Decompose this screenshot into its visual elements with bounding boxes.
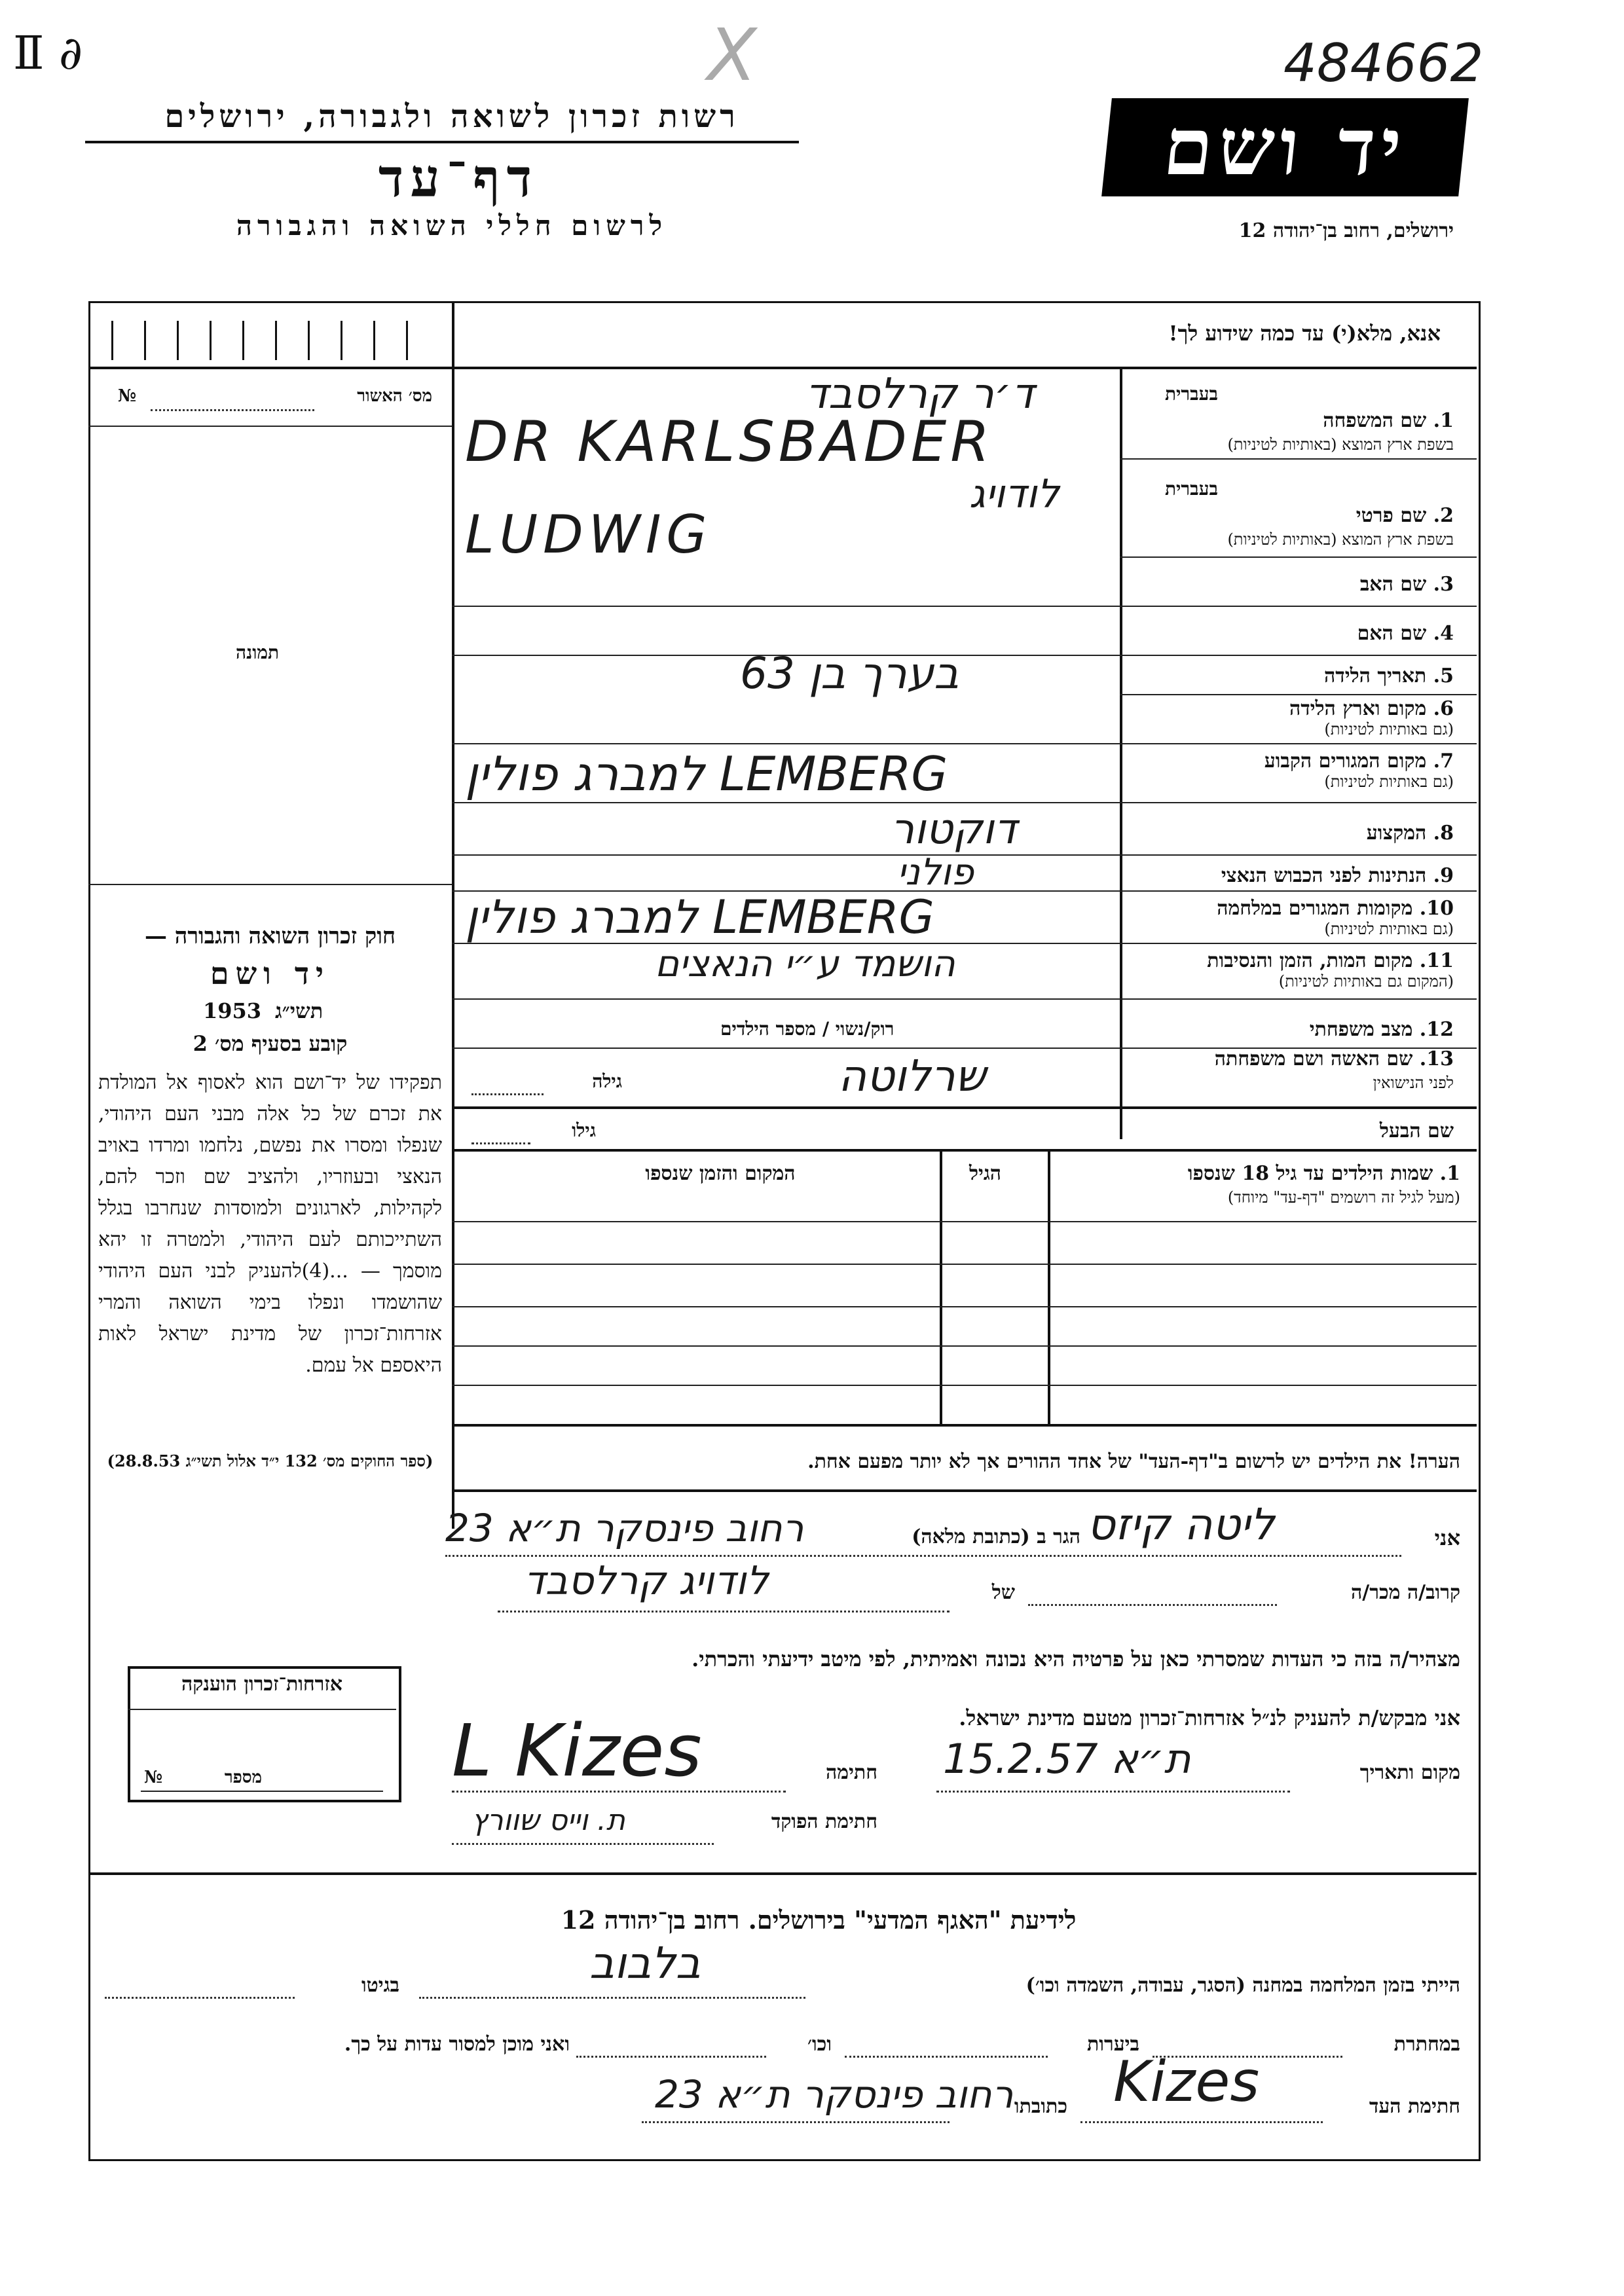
children-header: 1. שמות הילדים עד גיל 18 שנספו bbox=[1187, 1162, 1460, 1185]
row-3 bbox=[452, 606, 1477, 607]
place-date-line[interactable] bbox=[936, 1784, 1290, 1793]
address: ירושלים, רחוב בן־יהודה 12 bbox=[1238, 219, 1454, 242]
forests-field[interactable] bbox=[845, 2049, 1048, 2058]
field-11-sub: (המקום גם באותיות לטיניות) bbox=[1278, 972, 1454, 991]
field-8-label: 8. המקצוע bbox=[1366, 822, 1454, 845]
hw-declarant: ליטה קיזס bbox=[1087, 1499, 1275, 1550]
witness-sig-label: חתימת העד bbox=[1369, 2095, 1460, 2118]
approval-field[interactable] bbox=[151, 396, 314, 411]
official-line[interactable] bbox=[452, 1836, 714, 1845]
field-10-sub: (גם באותיות לטיניות) bbox=[1324, 920, 1454, 938]
children-col-1 bbox=[1048, 1149, 1050, 1424]
of-label: של bbox=[991, 1581, 1015, 1604]
row-11 bbox=[452, 998, 1477, 1000]
field-6-label: 6. מקום וארץ הלידה bbox=[1289, 697, 1454, 720]
underground-label: במחתרת bbox=[1393, 2033, 1460, 2056]
field-3-label: 3. שם האב bbox=[1359, 573, 1454, 596]
label-column-divider bbox=[1120, 367, 1122, 1139]
row-2 bbox=[1120, 556, 1477, 558]
children-note: הערה! את הילדים יש לרשום ב"דף-העד" של אחד ההורים אך לא יותר מפעם אחת. bbox=[807, 1450, 1460, 1473]
field-12-label: 12. מצב משפחתי bbox=[1309, 1018, 1454, 1041]
citizenship-box-divider bbox=[128, 1709, 396, 1710]
husband-age-field[interactable] bbox=[471, 1129, 530, 1144]
hw-declarant-address: 23 רחוב פינסקר ת״א bbox=[445, 1506, 804, 1550]
law-text: תפקידו של יד־ושם הוא לאסוף אל המולדת את זכרם של כל אלה מבני העם היהודי, שנפלו ומסרו את נפשם, נלחמו ומרדו באויב הנאצי ובעוזריו, ולהציב שם וזכר להם, לקהילות, לארגונים ולמוסדות שנחרבו בגלל השתייכותם לעם היהודי, ולמטרה זו יהא מוסמך — ...(4)להעניק לבני העם היהודי שהושמדו ונפלו בימי השואה והמרי אזרחות־זכרון של מדינת ישראל לאות היאספם אל עמם. bbox=[98, 1071, 443, 1377]
citizenship-number-sign: № bbox=[144, 1768, 163, 1787]
row-7 bbox=[452, 802, 1477, 803]
forests-label: ביערות bbox=[1086, 2033, 1139, 2056]
signature-line[interactable] bbox=[452, 1784, 786, 1793]
corner-mark: Ⅱ ∂ bbox=[13, 26, 83, 80]
signature-label: חתימה bbox=[826, 1761, 877, 1784]
row-13 bbox=[452, 1106, 1477, 1109]
hw-first-he: לודויג bbox=[969, 471, 1060, 517]
ghetto-field[interactable] bbox=[105, 1990, 295, 1999]
place-time-col-header: המקום והזמן שנספו bbox=[645, 1162, 796, 1185]
hw-witness-address: 23 רחוב פינסקר ת״א bbox=[655, 2072, 1014, 2117]
marital-options: רוק/נשוי / מספר הילדים bbox=[720, 1018, 895, 1040]
field-13-sub: לפני הנישואין bbox=[1373, 1074, 1454, 1092]
law-name: יד ושם bbox=[210, 956, 331, 991]
footer-top bbox=[88, 1872, 1477, 1875]
row-4 bbox=[452, 655, 1477, 656]
field-10-label: 10. מקומות המגורים במלחמה bbox=[1217, 897, 1454, 920]
hw-relation-of: לודויג קרלסבד bbox=[524, 1558, 769, 1604]
husband-label: שם הבעל bbox=[1379, 1120, 1454, 1142]
top-scribble: X bbox=[707, 13, 757, 97]
hw-first-latin: LUDWIG bbox=[465, 504, 712, 565]
witness-sig-field[interactable] bbox=[1080, 2115, 1323, 2123]
approval-label: מס׳ האשור bbox=[357, 386, 432, 406]
official-label: חתימת הפוקד bbox=[771, 1810, 877, 1833]
witness-address-field[interactable] bbox=[642, 2115, 950, 2123]
wife-age-label: גילה bbox=[592, 1070, 622, 1092]
children-sub: (מעל לגיל זה רושמים "דף-עד" מיוחד) bbox=[1227, 1188, 1460, 1207]
resident-label: הגר ב (כתובת מלאה) bbox=[912, 1525, 1080, 1548]
row-1 bbox=[1120, 458, 1477, 460]
file-number: 484662 bbox=[1283, 33, 1484, 94]
hw-residence: למברג פולין LEMBERG bbox=[465, 746, 948, 801]
hw-place-date: ת״א 15.2.57 bbox=[943, 1735, 1191, 1783]
field-6-sub: (גם באותיות לטיניות) bbox=[1324, 720, 1454, 738]
hw-nationality: פולני bbox=[897, 851, 974, 894]
row-top-line bbox=[88, 367, 1477, 369]
hw-official-sig: ת. וייס שוורץ bbox=[471, 1804, 625, 1837]
children-row-0 bbox=[452, 1221, 1477, 1222]
authority-name: רשות זכרון לשואה ולגבורה, ירושלים bbox=[164, 98, 739, 135]
field-7-label: 7. מקום המגורים הקבוע bbox=[1264, 750, 1454, 773]
yad-vashem-logo: יד ושם bbox=[1101, 98, 1469, 196]
field-5-label: 5. תאריך הלידה bbox=[1324, 665, 1454, 687]
form-title: דף־עד bbox=[378, 147, 539, 209]
hw-family-he: ד׳ר קרלסבד bbox=[805, 370, 1035, 418]
in-hebrew-2: בעברית bbox=[1164, 478, 1218, 500]
camp-field[interactable] bbox=[419, 1990, 805, 1999]
law-clause: קובע בסעיף מס׳ 2 bbox=[193, 1031, 348, 1056]
field-11-label: 11. מקום המות, הזמן והנסיבות bbox=[1207, 949, 1454, 972]
children-col-2 bbox=[940, 1149, 942, 1424]
ghetto-label: בגיטו bbox=[361, 1974, 399, 1997]
children-top bbox=[452, 1149, 1477, 1152]
ready-label: ואני מוכן למסור עדות על כך. bbox=[344, 2033, 570, 2056]
hw-signature: L Kizes bbox=[452, 1709, 702, 1793]
etc-label: וכו׳ bbox=[807, 2033, 832, 2056]
relative-field[interactable] bbox=[1028, 1591, 1277, 1606]
etc-field[interactable] bbox=[576, 2049, 766, 2058]
camp-line: הייתי בזמן המלחמה במחנה (הסגר, עבודה, השמדה וכו׳) bbox=[1025, 1974, 1460, 1997]
row-5 bbox=[1120, 694, 1477, 695]
field-13-label: 13. שם האשה ושם משפחתה bbox=[1214, 1048, 1454, 1070]
form-subtitle: לרשום חללי השואה והגבורה bbox=[236, 210, 668, 242]
hw-camp: בלבוב bbox=[589, 1938, 701, 1988]
in-hebrew-1: בעברית bbox=[1164, 383, 1218, 405]
law-title: חוק זכרון השואה והגבורה — bbox=[144, 923, 396, 949]
declarant-line[interactable] bbox=[445, 1548, 1401, 1557]
law-year: 1953 bbox=[203, 998, 262, 1023]
photo-bottom-line bbox=[88, 884, 452, 885]
i-label: אני bbox=[1434, 1525, 1460, 1550]
age-col-header: הגיל bbox=[969, 1162, 1002, 1185]
children-bottom bbox=[452, 1424, 1477, 1427]
place-date-label: מקום ותאריך bbox=[1359, 1761, 1460, 1784]
field-4-label: 4. שם האם bbox=[1357, 622, 1454, 645]
citizenship-number-line bbox=[141, 1791, 383, 1792]
instruction: אנא, מלא(י) עד כמה שידוע לך! bbox=[1168, 321, 1441, 346]
tick-marks bbox=[111, 321, 439, 360]
hw-death: הושמד ע״י הנאצים bbox=[655, 943, 955, 985]
law-source: (ספר החוקים מס׳ 132 י״ד אלול תשי״ג 28.8.53) bbox=[107, 1451, 434, 1470]
law-year-he: תשי״ג bbox=[275, 998, 323, 1023]
hw-witness-sig: Kizes bbox=[1113, 2049, 1260, 2115]
hw-wife: שרלוטה bbox=[838, 1051, 986, 1101]
children-row-4 bbox=[452, 1385, 1477, 1386]
field-1-sub: בשפת ארץ המוצא (באותיות לטיניות) bbox=[1227, 435, 1454, 454]
note-bottom bbox=[452, 1489, 1477, 1492]
photo-label: תמונה bbox=[236, 642, 280, 663]
header-underline bbox=[85, 141, 799, 143]
row-6 bbox=[452, 743, 1477, 744]
citizenship-number-label: מספר bbox=[224, 1768, 262, 1787]
request: אני מבקש/ת להעניק לנ״ל אזרחות־זכרון מטעם מדינת ישראל. bbox=[959, 1705, 1460, 1730]
address-label: כתובתו bbox=[1014, 2095, 1067, 2118]
wife-age-field[interactable] bbox=[471, 1080, 544, 1095]
relative-label: קרוב/ה מכר/ה bbox=[1351, 1581, 1460, 1604]
footer-title: לידיעת "האגף המדעי" בירושלים. רחוב בן־יהודה 12 bbox=[561, 1905, 1077, 1935]
field-7-sub: (גם באותיות לטיניות) bbox=[1324, 773, 1454, 791]
hw-wartime: למברג פולין LEMBERG bbox=[465, 890, 934, 944]
children-row-1 bbox=[452, 1264, 1477, 1265]
field-2-label: 2. שם פרטי bbox=[1356, 504, 1454, 527]
citizenship-box-title: אזרחות־זכרון הוענקה bbox=[181, 1673, 343, 1696]
field-2-sub: בשפת ארץ המוצא (באותיות לטיניות) bbox=[1227, 530, 1454, 549]
field-9-label: 9. הנתינות לפני הכבוש הנאצי bbox=[1221, 864, 1454, 887]
approval-no-sign: № bbox=[118, 386, 137, 406]
children-row-3 bbox=[452, 1345, 1477, 1347]
children-row-2 bbox=[452, 1306, 1477, 1307]
husband-age-label: גילו bbox=[572, 1120, 596, 1141]
of-line[interactable] bbox=[498, 1604, 950, 1613]
hw-family-latin: DR KARLSBADER bbox=[465, 409, 993, 475]
statement: מצהיר/ה בזה כי העדות שמסרתי כאן על פרטיה היא נכונה ואמיתית, לפי מיטב ידיעתי והכרתי. bbox=[692, 1647, 1460, 1671]
hw-profession: דוקטור bbox=[891, 805, 1017, 854]
input-left-divider bbox=[452, 367, 454, 1139]
approval-underline bbox=[88, 426, 452, 427]
field-1-label: 1. שם המשפחה bbox=[1323, 409, 1454, 432]
hw-birth-date: בערך בן 63 bbox=[740, 648, 959, 699]
